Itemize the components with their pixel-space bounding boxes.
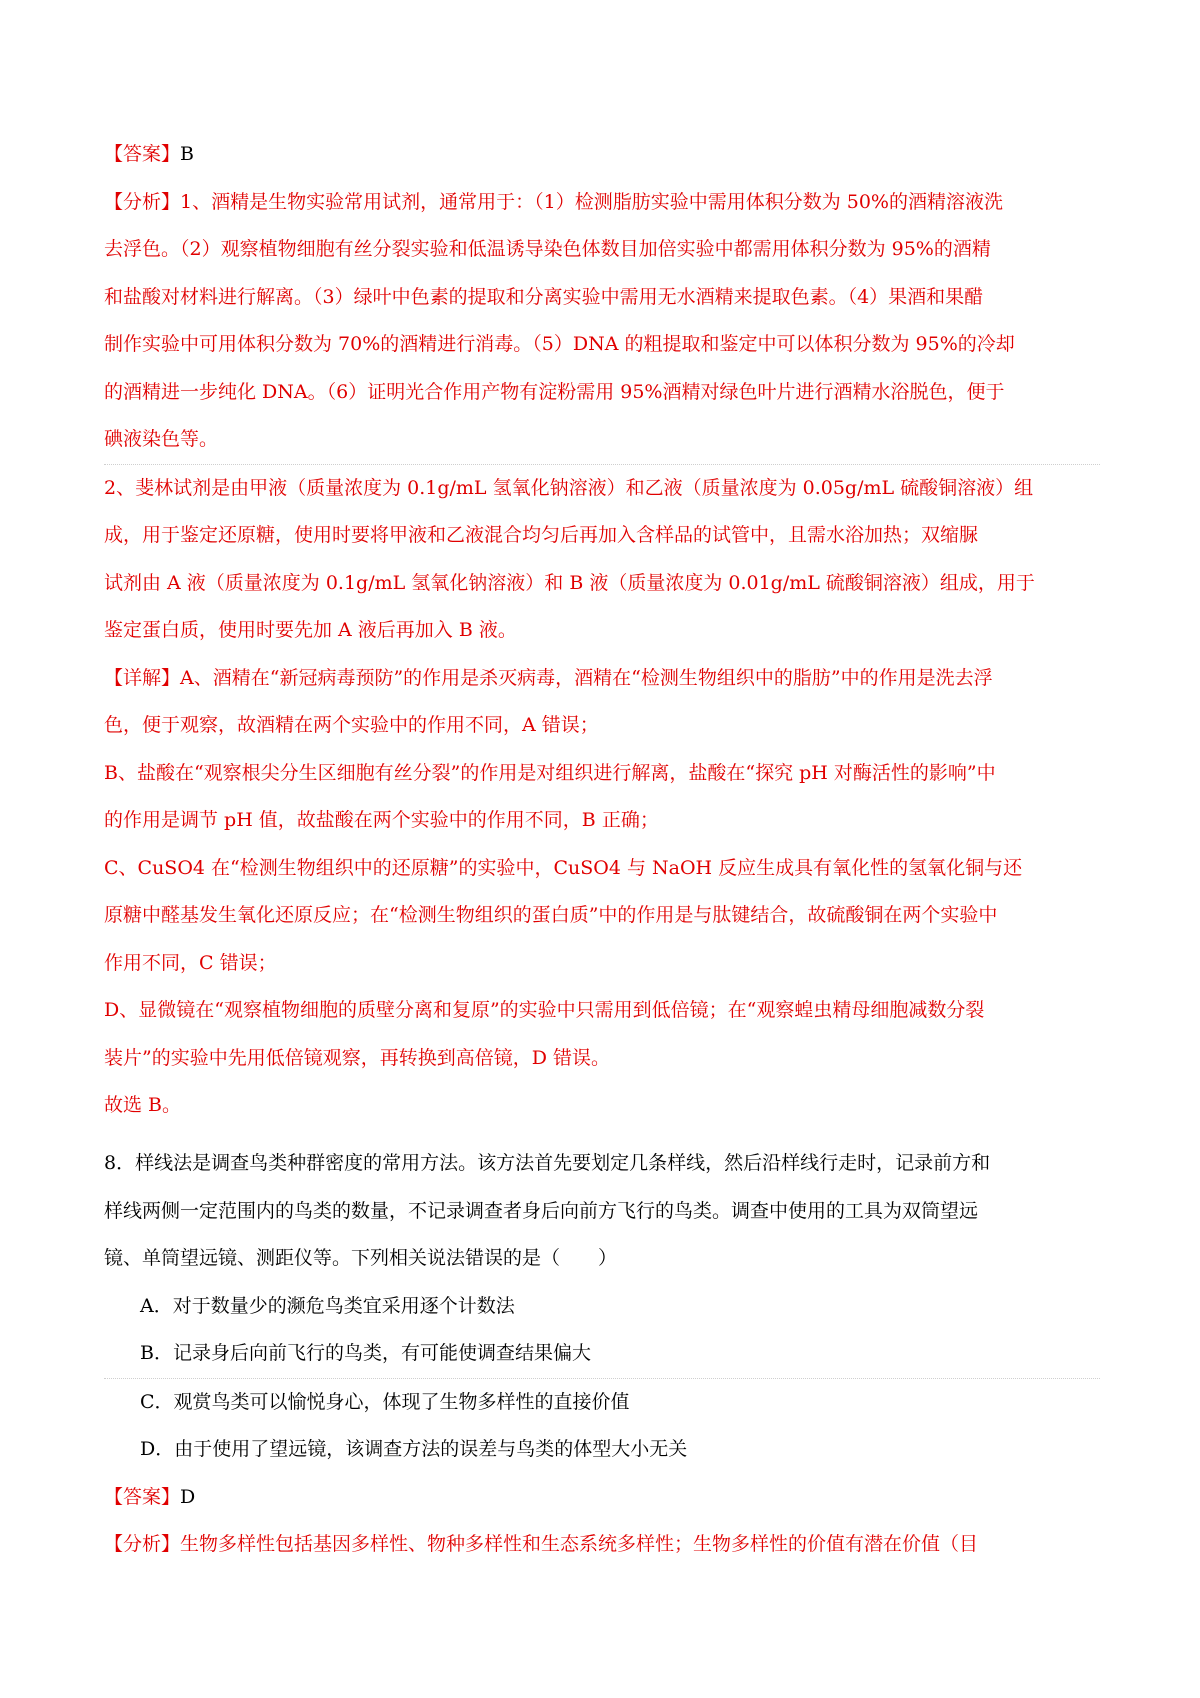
q7-analysis2-line-1: 2、斐林试剂是由甲液（质量浓度为 0.1g/mL 氢氧化钠溶液）和乙液（质量浓度为 0.05g/mL 硫酸铜溶液）组 [104, 476, 1034, 499]
q7-detail-line-8: D、显微镜在“观察植物细胞的质壁分离和复原”的实验中只需用到低倍镜；在“观察蝗虫精母细胞减数分裂 [104, 999, 985, 1021]
analysis-text: 1、酒精是生物实验常用试剂，通常用于：（1）检测脂肪实验中需用体积分数为 50%的酒精溶液洗 [180, 190, 1003, 213]
q8-option-d: D．由于使用了望远镜，该调查方法的误差与鸟类的体型大小无关 [140, 1438, 688, 1460]
q8-option-c: C．观赏鸟类可以愉悦身心，体现了生物多样性的直接价值 [140, 1390, 630, 1413]
q7-analysis-line-5: 的酒精进一步纯化 DNA。（6）证明光合作用产物有淀粉需用 95%酒精对绿色叶片进行酒精水浴脱色，便于 [104, 380, 1005, 403]
q7-detail-line-1 [104, 655, 1100, 703]
q7-analysis-line-2: 去浮色。（2）观察植物细胞有丝分裂实验和低温诱导染色体数目加倍实验中都需用体积分数为 95%的酒精 [104, 238, 991, 260]
q7-detail-line-5: C、CuSO4 在“检测生物组织中的还原糖”的实验中，CuSO4 与 NaOH 反应生成具有氧化性的氢氧化铜与还 [104, 856, 1023, 879]
q7-detail-line-3: B、盐酸在“观察根尖分生区细胞有丝分裂”的作用是对组织进行解离，盐酸在“探究 pH 对酶活性的影响”中 [104, 761, 996, 784]
q7-analysis-line-4: 制作实验中可用体积分数为 70%的酒精进行消毒。（5）DNA 的粗提取和鉴定中可以体积分数为 95%的冷却 [104, 333, 1015, 355]
q7-detail-line-9: 装片”的实验中先用低倍镜观察，再转换到高倍镜，D 错误。 [104, 1046, 610, 1069]
detail-tag: 【详解】 [104, 666, 181, 689]
q8-analysis-line-1 [104, 1521, 1100, 1569]
q8-answer-line [104, 1474, 1100, 1522]
q8-option-b: B．记录身后向前飞行的鸟类，有可能使调查结果偏大 [104, 1330, 1100, 1379]
answer-tag: 【答案】 [104, 1485, 181, 1508]
q7-answer-line [104, 131, 1100, 179]
answer-value: D [180, 1485, 196, 1508]
q7-detail-line-4: 的作用是调节 pH 值，故盐酸在两个实验中的作用不同，B 正确； [104, 809, 659, 831]
q7-analysis2-line-2: 成，用于鉴定还原糖，使用时要将甲液和乙液混合均匀后再加入含样品的试管中，且需水浴加热；双缩脲 [104, 524, 979, 546]
analysis-tag: 【分析】 [104, 190, 181, 213]
q8-stem-line-3: 镜、单筒望远镜、测距仪等。下列相关说法错误的是（ ） [104, 1247, 618, 1269]
q7-analysis-line-1 [104, 179, 1100, 227]
q7-detail-line-6: 原糖中醛基发生氧化还原反应；在“检测生物组织的蛋白质”中的作用是与肽键结合，故硫酸铜在两个实验中 [104, 904, 998, 926]
q8-stem-line-2: 样线两侧一定范围内的鸟类的数量，不记录调查者身后向前方飞行的鸟类。调查中使用的工具为双筒望远 [104, 1199, 979, 1222]
q7-detail-line-7: 作用不同，C 错误； [104, 951, 277, 974]
q8-option-a: A．对于数量少的濒危鸟类宜采用逐个计数法 [140, 1294, 515, 1317]
analysis-tag: 【分析】 [104, 1533, 181, 1555]
analysis-text: 生物多样性包括基因多样性、物种多样性和生态系统多样性；生物多样性的价值有潜在价值（目 [180, 1533, 979, 1555]
detail-text: A、酒精在“新冠病毒预防”的作用是杀灭病毒，酒精在“检测生物组织中的脂肪”中的作用是洗去浮 [180, 666, 993, 689]
answer-value: B [180, 143, 194, 165]
q7-conclusion: 故选 B。 [104, 1094, 182, 1116]
q7-detail-line-2: 色，便于观察，故酒精在两个实验中的作用不同，A 错误； [104, 714, 599, 736]
q8-section [104, 1140, 1100, 1569]
q7-analysis-line-6: 碘液染色等。 [104, 416, 1100, 465]
q7-analysis2-line-4: 鉴定蛋白质，使用时要先加 A 液后再加入 B 液。 [104, 619, 517, 641]
q7-analysis2-line-3: 试剂由 A 液（质量浓度为 0.1g/mL 氢氧化钠溶液）和 B 液（质量浓度为 0.01g/mL 硫酸铜溶液）组成，用于 [104, 571, 1035, 594]
q7-analysis-line-3: 和盐酸对材料进行解离。（3）绿叶中色素的提取和分离实验中需用无水酒精来提取色素。（4）果酒和果醋 [104, 285, 984, 308]
q7-answer-section [104, 131, 1100, 1130]
q8-stem-line-1: 8．样线法是调查鸟类种群密度的常用方法。该方法首先要划定几条样线，然后沿样线行走时，记录前方和 [104, 1152, 991, 1174]
answer-tag: 【答案】 [104, 143, 181, 165]
